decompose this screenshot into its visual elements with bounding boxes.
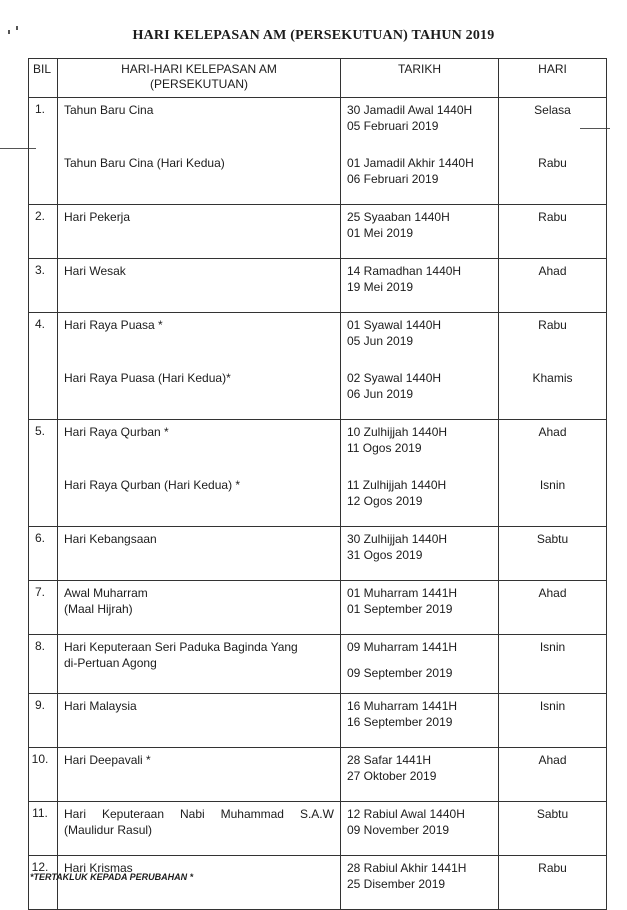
holiday-date-line: 02 Syawal 1440H bbox=[347, 371, 442, 385]
page-title: HARI KELEPASAN AM (PERSEKUTUAN) TAHUN 2019 bbox=[132, 28, 495, 43]
holiday-name-line: di-Pertuan Agong bbox=[64, 656, 157, 670]
table-header-row bbox=[29, 59, 607, 98]
holiday-date-line: 06 Februari 2019 bbox=[347, 172, 439, 186]
holiday-day-cell bbox=[499, 313, 607, 420]
row-number: 12. bbox=[29, 856, 58, 910]
holiday-date-line: 28 Rabiul Akhir 1441H bbox=[347, 861, 467, 875]
holiday-name-word: Keputeraan bbox=[101, 807, 165, 821]
table-row bbox=[29, 259, 607, 313]
holiday-day: Sabtu bbox=[536, 807, 569, 821]
row-number: 3. bbox=[29, 259, 58, 313]
table-body bbox=[29, 98, 607, 910]
row-number: 2. bbox=[29, 205, 58, 259]
holiday-day-cell bbox=[499, 748, 607, 802]
holiday-name-cell bbox=[58, 527, 341, 581]
holiday-name-word: Hari bbox=[64, 807, 87, 821]
holiday-table bbox=[28, 58, 607, 910]
holiday-date-line: 16 Muharram 1441H bbox=[347, 699, 458, 713]
holiday-name-cell bbox=[58, 748, 341, 802]
holiday-date-line: 12 Rabiul Awal 1440H bbox=[347, 807, 465, 821]
holiday-day: Isnin bbox=[539, 640, 566, 654]
holiday-date-cell bbox=[341, 259, 499, 313]
header-holiday-name bbox=[58, 59, 341, 98]
holiday-date-cell bbox=[341, 694, 499, 748]
holiday-date-line: 01 September 2019 bbox=[347, 602, 453, 616]
holiday-name-line: (Maulidur Rasul) bbox=[64, 823, 153, 837]
holiday-name-word: S.A.W bbox=[299, 807, 334, 821]
holiday-name-line: Hari Pekerja bbox=[64, 210, 131, 224]
holiday-date-line: 14 Ramadhan 1440H bbox=[347, 264, 462, 278]
row-number: 7. bbox=[29, 581, 58, 635]
holiday-date-cell bbox=[341, 527, 499, 581]
table-row bbox=[29, 313, 607, 420]
holiday-day-cell bbox=[499, 259, 607, 313]
holiday-name-line: Hari Deepavali * bbox=[64, 753, 151, 767]
holiday-name-word: Muhammad bbox=[220, 807, 284, 821]
holiday-day-cell bbox=[499, 98, 607, 205]
holiday-date-line: 01 Mei 2019 bbox=[347, 226, 414, 240]
holiday-day: Isnin bbox=[539, 478, 566, 492]
footnote: *TERTAKLUK KEPADA PERUBAHAN * bbox=[30, 872, 194, 882]
holiday-name-line: Hari Kebangsaan bbox=[64, 532, 157, 546]
holiday-day-cell bbox=[499, 581, 607, 635]
holiday-date-cell bbox=[341, 635, 499, 694]
holiday-date-line: 11 Zulhijjah 1440H bbox=[347, 478, 447, 492]
holiday-date-line: 01 Syawal 1440H bbox=[347, 318, 442, 332]
holiday-date-cell bbox=[341, 581, 499, 635]
holiday-name-cell bbox=[58, 802, 341, 856]
holiday-name-cell bbox=[58, 856, 341, 910]
holiday-date-line: 30 Zulhijjah 1440H bbox=[347, 532, 448, 546]
holiday-name-cell bbox=[58, 98, 341, 205]
holiday-date-line: 09 September 2019 bbox=[347, 666, 453, 680]
header-day: HARI bbox=[499, 59, 607, 98]
holiday-date-line: 01 Jamadil Akhir 1440H bbox=[347, 156, 474, 170]
table-row bbox=[29, 98, 607, 205]
holiday-name-cell bbox=[58, 259, 341, 313]
holiday-date-line: 30 Jamadil Awal 1440H bbox=[347, 103, 473, 117]
holiday-day: Rabu bbox=[538, 156, 567, 170]
holiday-date-line: 25 Disember 2019 bbox=[347, 877, 446, 891]
holiday-name-cell bbox=[58, 205, 341, 259]
holiday-date-line: 28 Safar 1441H bbox=[347, 753, 432, 767]
holiday-name-line: Hari Malaysia bbox=[64, 699, 137, 713]
holiday-date-cell bbox=[341, 802, 499, 856]
holiday-date-cell bbox=[341, 420, 499, 527]
holiday-date-line: 10 Zulhijjah 1440H bbox=[347, 425, 448, 439]
row-number: 8. bbox=[29, 635, 58, 694]
holiday-date-line: 05 Jun 2019 bbox=[347, 334, 414, 348]
table-row bbox=[29, 856, 607, 910]
holiday-name-line: Tahun Baru Cina (Hari Kedua) bbox=[64, 156, 225, 170]
holiday-date-cell bbox=[341, 856, 499, 910]
header-bil: BIL bbox=[29, 59, 58, 98]
table-row bbox=[29, 527, 607, 581]
holiday-name-line bbox=[64, 806, 334, 822]
holiday-name-cell bbox=[58, 313, 341, 420]
holiday-day: Rabu bbox=[538, 861, 567, 875]
row-number: 4. bbox=[29, 313, 58, 420]
holiday-date-cell bbox=[341, 98, 499, 205]
holiday-name-cell bbox=[58, 694, 341, 748]
holiday-name-cell bbox=[58, 635, 341, 694]
holiday-name-word: Nabi bbox=[179, 807, 205, 821]
holiday-day-cell bbox=[499, 802, 607, 856]
row-number: 11. bbox=[29, 802, 58, 856]
holiday-name-line: Hari Raya Puasa * bbox=[64, 318, 163, 332]
holiday-name-line: Hari Krismas bbox=[64, 861, 133, 875]
holiday-date-cell bbox=[341, 205, 499, 259]
holiday-name-line: Hari Raya Qurban (Hari Kedua) * bbox=[64, 478, 241, 492]
holiday-name-cell bbox=[58, 581, 341, 635]
holiday-day-cell bbox=[499, 420, 607, 527]
header-name-line: (PERSEKUTUAN) bbox=[149, 77, 248, 91]
header-name-line: HARI-HARI KELEPASAN AM bbox=[121, 62, 277, 76]
table-row bbox=[29, 205, 607, 259]
holiday-name-line: Hari Raya Puasa (Hari Kedua)* bbox=[64, 371, 231, 385]
holiday-day: Ahad bbox=[538, 425, 567, 439]
holiday-date-line: 11 Ogos 2019 bbox=[347, 441, 422, 455]
holiday-date-line: 01 Muharram 1441H bbox=[347, 586, 458, 600]
holiday-date-line: 06 Jun 2019 bbox=[347, 387, 414, 401]
holiday-day-cell bbox=[499, 694, 607, 748]
holiday-date-line: 12 Ogos 2019 bbox=[347, 494, 423, 508]
holiday-name-line: Hari Keputeraan Seri Paduka Baginda Yang bbox=[64, 640, 298, 654]
holiday-date-line: 05 Februari 2019 bbox=[347, 119, 439, 133]
holiday-date-line: 19 Mei 2019 bbox=[347, 280, 414, 294]
holiday-name-line: Hari Raya Qurban * bbox=[64, 425, 169, 439]
holiday-name-line: (Maal Hijrah) bbox=[64, 602, 133, 616]
holiday-day: Rabu bbox=[538, 210, 567, 224]
table-row bbox=[29, 581, 607, 635]
holiday-day: Ahad bbox=[538, 586, 567, 600]
holiday-date-line: 27 Oktober 2019 bbox=[347, 769, 437, 783]
holiday-name-cell bbox=[58, 420, 341, 527]
holiday-day: Ahad bbox=[538, 264, 567, 278]
table-row bbox=[29, 635, 607, 694]
holiday-name-line: Tahun Baru Cina bbox=[64, 103, 154, 117]
holiday-day: Isnin bbox=[539, 699, 566, 713]
holiday-date-line: 25 Syaaban 1440H bbox=[347, 210, 450, 224]
row-number: 5. bbox=[29, 420, 58, 527]
holiday-day: Khamis bbox=[532, 371, 573, 385]
holiday-day: Selasa bbox=[534, 103, 571, 117]
table-row bbox=[29, 420, 607, 527]
row-number: 1. bbox=[29, 98, 58, 205]
holiday-date-line: 09 Muharram 1441H bbox=[347, 640, 458, 654]
holiday-date-cell bbox=[341, 313, 499, 420]
holiday-date-line: 31 Ogos 2019 bbox=[347, 548, 423, 562]
table-row bbox=[29, 748, 607, 802]
holiday-name-line: Awal Muharram bbox=[64, 586, 148, 600]
holiday-day: Sabtu bbox=[536, 532, 569, 546]
holiday-day-cell bbox=[499, 635, 607, 694]
holiday-day-cell bbox=[499, 856, 607, 910]
holiday-date-cell bbox=[341, 748, 499, 802]
holiday-day: Rabu bbox=[538, 318, 567, 332]
holiday-date-line: 16 September 2019 bbox=[347, 715, 453, 729]
row-number: 10. bbox=[29, 748, 58, 802]
row-number: 6. bbox=[29, 527, 58, 581]
holiday-day: Ahad bbox=[538, 753, 567, 767]
table-row bbox=[29, 802, 607, 856]
holiday-day-cell bbox=[499, 205, 607, 259]
table-row bbox=[29, 694, 607, 748]
holiday-day-cell bbox=[499, 527, 607, 581]
holiday-name-line: Hari Wesak bbox=[64, 264, 126, 278]
holiday-date-line: 09 November 2019 bbox=[347, 823, 450, 837]
header-date: TARIKH bbox=[341, 59, 499, 98]
row-number: 9. bbox=[29, 694, 58, 748]
